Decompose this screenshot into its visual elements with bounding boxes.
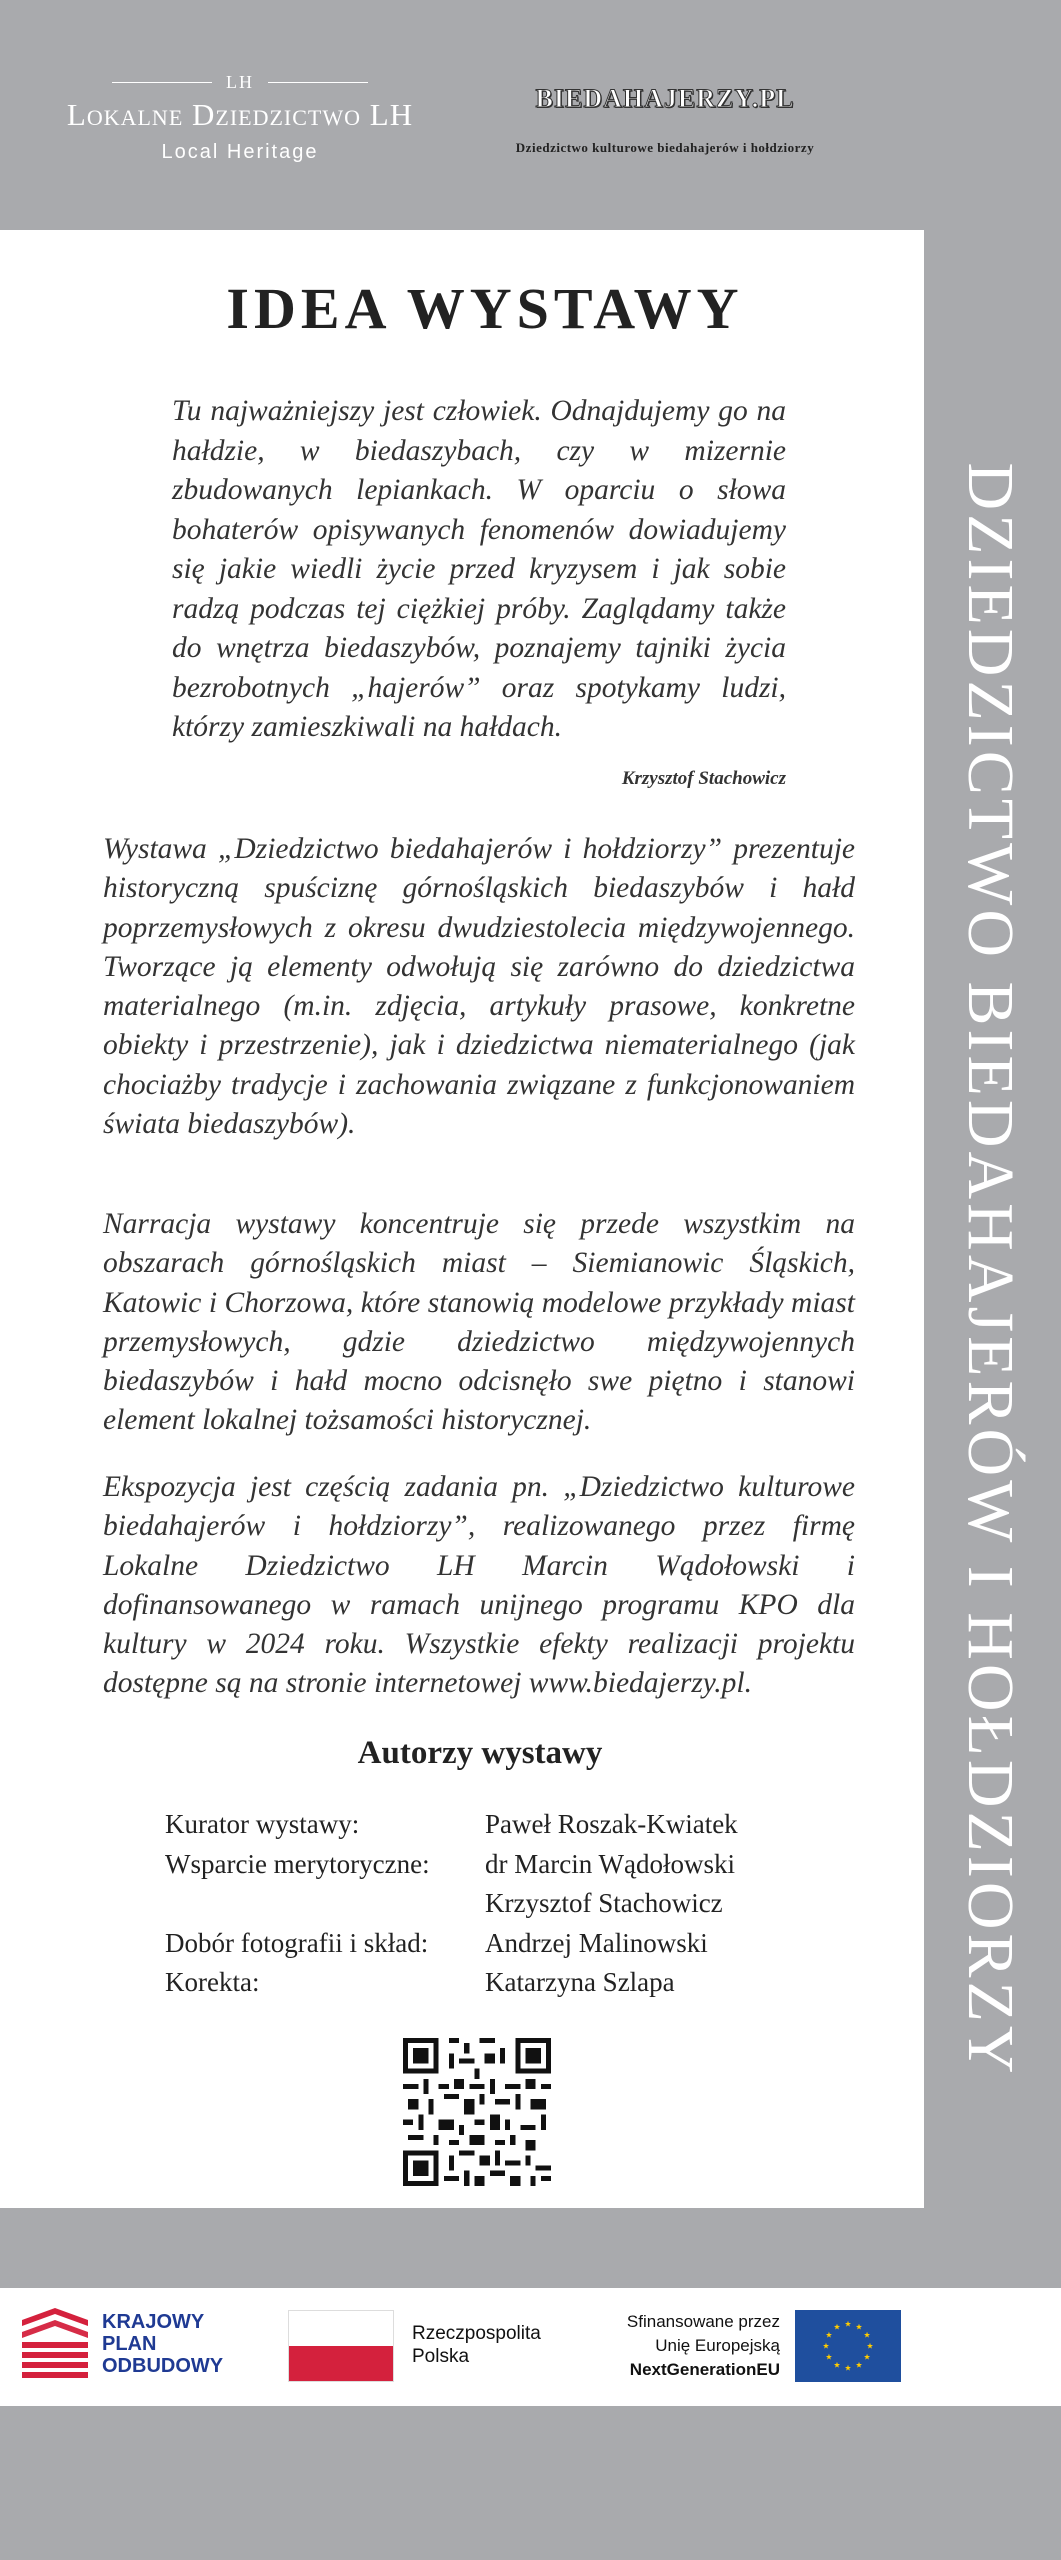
credit-role: [165, 1884, 485, 1924]
paragraph-exhibition: Wystawa „Dziedzictwo biedahajerów i hołdziorzy” prezentuje historyczną spuściznę górnośląskich biedaszybów i hałd poprzemysłowych z okresu dwudziestolecia międzywojennego. Tworzące ją elementy odwołują się zarówno do dziedzictwa materialnego (m.in. zdjęcia, artykuły prasowe, konkretne obiekty i przestrzenie), jak i dziedzictwa niematerialnego (jak chociażby tradycje i zachowania związane z funkcjonowaniem świata biedaszybów).: [103, 833, 855, 1141]
paragraph-narration: Narracja wystawy koncentruje się przede wszystkim na obszarach górnośląskich miast – Siemianowic Śląskich, Katowic i Chorzowa, które stanowią modelowe przykłady miast przemysłowych, gdzie dziedzictwo międzywojennych biedaszybów i hałd mocno odcisnęło swe piętno i stanowi element lokalnej tożsamości historycznej.: [103, 1208, 855, 1437]
content-panel: [0, 230, 924, 2208]
credit-row: [165, 1845, 865, 1885]
kpo-label: KRAJOWY: [102, 2311, 205, 2333]
authors-heading: Autorzy wystawy: [357, 1735, 603, 1771]
lh-logo-name: Lokalne Dziedzictwo LH: [66, 97, 414, 132]
credit-role: Wsparcie merytoryczne:: [165, 1848, 430, 1879]
kpo-label: ODBUDOWY: [102, 2355, 224, 2377]
credit-row: [165, 1884, 865, 1924]
credit-name: Katarzyna Szlapa: [485, 1967, 675, 1997]
intro-quote: Tu najważniejszy jest człowiek. Odnajdujemy go na hałdzie, w biedaszybach, czy w mizernie zbudowanych lepiankach. W oparciu o słowa bohaterów opisywanych fenomenów dowiadujemy się jakie wiedli życie przed kryzysem i jak sobie radzą podczas tej ciężkiej próby. Zaglądamy także do wnętrza biedaszybów, poznajemy tajniki życia bezrobotnych „hajerów” oraz spotykamy ludzi, którzy zamieszkiwali na hałdach.: [172, 395, 786, 743]
eu-label-line: Sfinansowane przez: [626, 2312, 780, 2331]
credit-name: Krzysztof Stachowicz: [485, 1888, 723, 1918]
poland-label-line: Polska: [412, 2346, 470, 2367]
lh-logo-subtitle: Local Heritage: [161, 141, 319, 163]
qr-code[interactable]: [403, 2038, 551, 2186]
eu-label-line: NextGenerationEU: [629, 2360, 780, 2379]
credit-name: Andrzej Malinowski: [485, 1927, 708, 1958]
lokalne-dziedzictwo-logo: [40, 72, 440, 164]
site-tagline: Dziedzictwo kulturowe biedahajerów i hołdziorzy: [515, 140, 815, 155]
footer: [0, 2288, 1061, 2406]
poland-label-line: Rzeczpospolita: [412, 2323, 541, 2344]
quote-author: Krzysztof Stachowicz: [621, 768, 786, 789]
eu-flag-icon: [795, 2310, 901, 2382]
credit-row: [165, 1805, 865, 1845]
divider: [112, 82, 212, 83]
divider: [268, 82, 368, 83]
eu-label-line: Unię Europejską: [655, 2336, 780, 2355]
credits-list: [165, 1805, 865, 2003]
credit-name: dr Marcin Wądołowski: [485, 1848, 735, 1879]
paragraph-funding: Ekspozycja jest częścią zadania pn. „Dziedzictwo kulturowe biedahajerów i hołdziorzy”, realizowanego przez firmę Lokalne Dziedzictwo LH Marcin Wądołowski i dofinansowanego w ramach unijnego programu KPO dla kultury w 2024 roku. Wszystkie efekty realizacji projektu dostępne są na stronie internetowej www.biedajerzy.pl.: [103, 1471, 855, 1700]
credit-row: [165, 1963, 865, 2003]
poland-label: [412, 2322, 541, 2368]
bottom-band: [0, 2406, 1061, 2560]
site-name: BIEDAHAJERZY.PL: [535, 84, 795, 113]
kpo-label: PLAN: [102, 2333, 157, 2355]
lh-logo-mark: LH: [226, 72, 254, 92]
kpo-logo: [22, 2308, 223, 2380]
kpo-icon: [22, 2308, 88, 2380]
side-title: DZIEDZICTWO BIEDAHAJERÓW I HOŁDZIORZY: [954, 462, 1027, 2078]
page-title: IDEA WYSTAWY: [226, 276, 744, 341]
credit-row: [165, 1924, 865, 1964]
eu-funding-label: [560, 2310, 780, 2382]
credit-name: Paweł Roszak-Kwiatek: [485, 1809, 738, 1839]
credit-role: Korekta:: [165, 1967, 260, 1997]
poland-flag-icon: [288, 2310, 394, 2382]
header: [0, 0, 1061, 230]
credit-role: Dobór fotografii i skład:: [165, 1927, 429, 1958]
credit-role: Kurator wystawy:: [165, 1809, 360, 1839]
biedahajerzy-logo: [460, 84, 870, 156]
